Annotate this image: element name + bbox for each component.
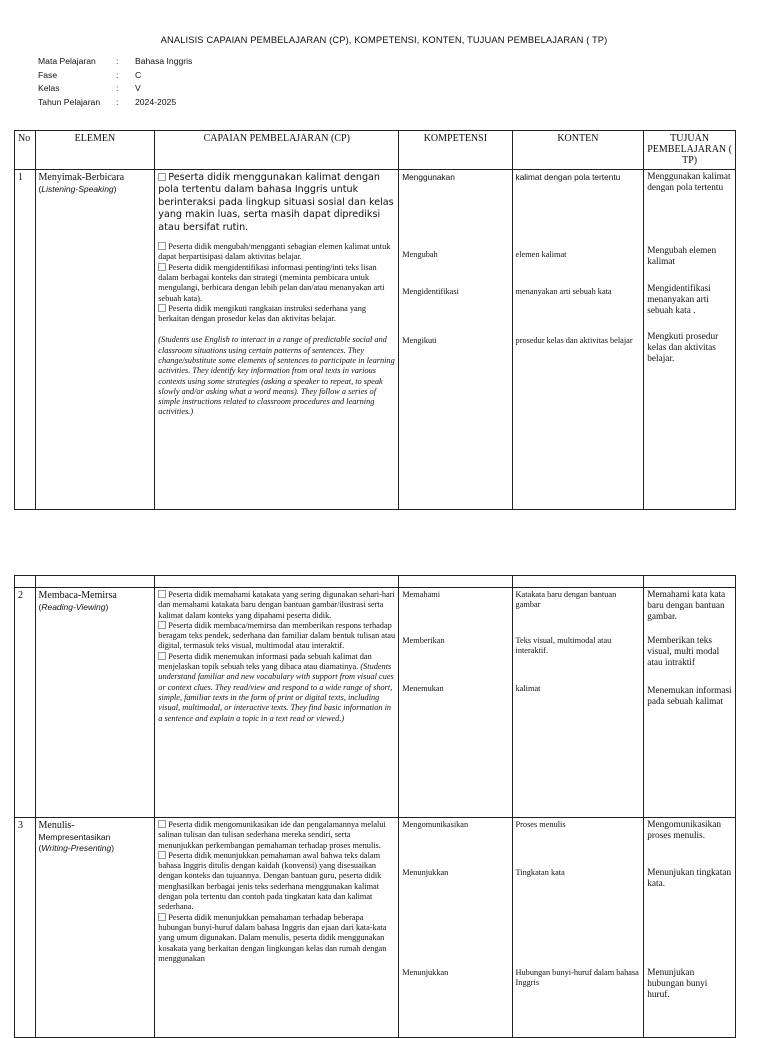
bullet-icon [158, 242, 166, 250]
meta-value: Bahasa Inggris [135, 56, 193, 66]
cp-cell [155, 588, 399, 818]
meta-value: V [135, 83, 141, 93]
tp-item: Menunjukan tingkatan kata. [647, 868, 732, 889]
header-elemen: ELEMEN [35, 131, 155, 170]
konten-item: menanyakan arti sebuah kata [515, 287, 612, 296]
kompetensi-cell [399, 818, 512, 1038]
cp-english: (Students use English to interact in a range of predictable social and classroom situations using certain patterns of sentences. They change/substitute some elements of sentences to participate in learning activities. They identify key information from oral texts in various contexts using some strategies (asking a speaker to repeat, to speak slowly and/or asking what a word means). They follow a series of simple instructions related to classroom procedures and learning activities.) [158, 335, 395, 417]
document-title: ANALISIS CAPAIAN PEMBELAJARAN (CP), KOMPETENSI, KONTEN, TUJUAN PEMBELAJARAN ( TP) [160, 34, 608, 45]
meta-row-year [38, 97, 338, 111]
bullet-icon [158, 851, 166, 859]
meta-row-subject [38, 56, 338, 70]
tp-item: Mengidentifikasi menanyakan arti sebuah kata . [647, 284, 711, 316]
header-konten: KONTEN [512, 131, 644, 170]
konten-item: Katakata baru dengan bantuan gambar [515, 590, 617, 610]
kompetensi-item: Mengidentifikasi [402, 287, 459, 296]
tp-item: Menggunakan kalimat dengan pola tertentu [647, 172, 731, 193]
bullet-icon [158, 590, 166, 598]
kompetensi-cell [399, 170, 512, 510]
cp-table-1 [14, 130, 736, 510]
meta-value: 2024-2025 [135, 96, 177, 107]
document-meta [38, 56, 338, 110]
cp-item: Peserta didik mengomunikasikan ide dan pengalamannya melalui salinan tulisan dan tulisan sederhana mereka sendiri, serta menunjukkan perkembangan pemahaman terhadap proses menulis. [158, 820, 386, 850]
cp-item: Peserta didik menunjukkan pemahaman awal bahwa teks dalam bahasa Inggris ditulis dengan kaidah (konvensi) yang disesuaikan dengan konteks dan tujuannya. Dengan bantuan guru, peserta didik menghasilkan berbagai jenis teks sederhana menggunakan kalimat dengan pola tertentu dan contoh pada tingkatan kata dan kalimat sederhana. [158, 850, 382, 912]
elemen-name-2: Mempresentasikan [38, 832, 111, 842]
kompetensi-item: Memahami [402, 590, 441, 599]
header-cp: CAPAIAN PEMBELAJARAN (CP) [155, 131, 399, 170]
kompetensi-item: Mengikuti [402, 336, 437, 345]
elemen-english: (Listening-Speaking) [38, 184, 117, 194]
row-number: 1 [15, 170, 36, 510]
konten-item: prosedur kelas dan aktivitas belajar [515, 336, 633, 345]
meta-colon: : [116, 83, 119, 93]
elemen-name: Menyimak-Berbicara [38, 172, 125, 183]
tp-item: Memahami kata kata baru dengan bantuan gambar. [647, 590, 726, 622]
elemen-name: Membaca-Memirsa [38, 590, 117, 601]
meta-row-phase [38, 70, 338, 84]
bullet-icon [158, 621, 166, 629]
elemen-cell [35, 588, 155, 818]
meta-label: Tahun Pelajaran [38, 96, 101, 107]
cp-item: Peserta didik membaca/memirsa dan memberikan respons terhadap beragam teks pendek, sederhana dan familiar dalam bentuk tulisan atau digital, termasuk teks visual, multimodal atau interaktif. [158, 620, 396, 651]
table-row [15, 170, 736, 510]
bullet-icon [158, 263, 166, 271]
tp-item: Menunjukan hubungan bunyi huruf. [647, 968, 708, 1000]
cp-cell [155, 170, 399, 510]
konten-cell [512, 170, 644, 510]
elemen-english: (Reading-Viewing) [38, 602, 109, 612]
table-row [15, 818, 736, 1038]
bullet-icon [158, 652, 166, 660]
elemen-english: (Writing-Presenting) [38, 843, 115, 853]
tp-cell [644, 588, 736, 818]
konten-item: Proses menulis [515, 820, 566, 829]
row-number: 2 [15, 588, 36, 818]
tp-item: Memberikan teks visual, multi modal atau intraktif [647, 636, 720, 668]
cp-lead: Peserta didik menggunakan kalimat dengan pola tertentu dalam bahasa Inggris untuk berinteraksi pada lingkup situasi sosial dan kelas yang makin luas, serta masih dapat diprediksi atau bersifat rutin. [158, 172, 394, 233]
bullet-icon [158, 913, 166, 921]
meta-label: Mata Pelajaran [38, 56, 96, 66]
meta-colon: : [116, 96, 119, 107]
bullet-icon [158, 820, 166, 828]
header-tp: TUJUAN PEMBELAJARAN ( TP) [644, 131, 736, 170]
header-kompetensi: KOMPETENSI [399, 131, 512, 170]
tp-item: Menemukan informasi pada sebuah kalimat [647, 686, 732, 707]
cp-table-2 [14, 575, 736, 1038]
kompetensi-item: Mengomunikasikan [402, 820, 469, 829]
kompetensi-item: Mengubah [402, 250, 438, 259]
cp-cell [155, 818, 399, 1038]
elemen-cell [35, 170, 155, 510]
cp-item: Peserta didik memahami katakata yang sering digunakan sehari-hari dan memahami katakata baru dengan bantuan gambar/ilustrasi serta kalimat dalam konteks yang dipahami peserta didik. [158, 590, 395, 620]
konten-cell [512, 818, 644, 1038]
konten-item: Tingkatan kata [515, 868, 565, 877]
cp-item: Peserta didik mengidentifikasi informasi penting/inti teks lisan dalam berbagai konteks dan strategi (meminta pembicara untuk mengulangi, berbicara dengan lebih pelan dan/atau menanyakan arti sebuah kata). [158, 262, 385, 303]
meta-colon: : [116, 69, 119, 80]
kompetensi-cell [399, 588, 512, 818]
header-no: No [15, 131, 36, 170]
cp-item: Peserta didik menemukan informasi pada sebuah kalimat dan menjelaskan topik sebuah teks yang dibaca atau diamatinya. (Students understand familiar and new vocabulary with support from visual cues or context clues. They read/view and respond to a wide range of short, simple, familiar texts in the form of print or digital texts, including visual, multimodal, or interactive texts. They find basic information in a sentence and explain a topic in a text read or viewed.) [158, 651, 394, 723]
kompetensi-item: Memberikan [402, 636, 445, 645]
meta-row-class [38, 83, 338, 97]
konten-cell [512, 588, 644, 818]
tp-item: Mengkuti prosedur kelas dan aktivitas belajar. [647, 332, 719, 364]
kompetensi-item: Menunjukkan [402, 868, 449, 877]
meta-value: C [135, 69, 142, 80]
meta-colon: : [116, 56, 119, 66]
cp-item: Peserta didik mengikuti rangkaian instruksi sederhana yang berkaitan dengan prosedur kelas dan aktivitas belajar. [158, 303, 366, 324]
elemen-cell [35, 818, 155, 1038]
tp-item: Mengomunikasikan proses menulis. [647, 820, 722, 841]
kompetensi-item: Menunjukkan [402, 968, 449, 977]
bullet-icon [158, 304, 166, 312]
cp-english: (Students understand familiar and new vocabulary with support from visual cues or context clues. They read/view and respond to a wide range of short, simple, familiar texts in the form of print or digital texts, including visual, multimodal, or interactive texts. They find basic information in a sentence and explain a topic in a text read or viewed.) [158, 662, 394, 723]
cp-item: Peserta didik mengubah/mengganti sebagian elemen kalimat untuk dapat berpartisipasi dalam aktivitas belajar. [158, 242, 391, 262]
tp-cell [644, 818, 736, 1038]
konten-item: Teks visual, multimodal atau interaktif. [515, 636, 612, 656]
table-row [15, 588, 736, 818]
meta-label: Kelas [38, 83, 60, 93]
meta-label: Fase [38, 69, 58, 80]
tp-item: Mengubah elemen kalimat [647, 246, 717, 267]
konten-item: elemen kalimat [515, 250, 567, 259]
bullet-icon [158, 173, 166, 181]
konten-item: kalimat dengan pola tertentu [515, 172, 621, 182]
tp-cell [644, 170, 736, 510]
kompetensi-item: Menggunakan [402, 172, 455, 182]
cp-item: Peserta didik menunjukkan pemahaman terhadap beberapa hubungan bunyi-huruf dalam bahasa Inggris dan ejaan dari kata-kata yang umum digunakan. Dalam menulis, peserta didik menggunakan kosakata yang berkaitan dengan lingkungan kelas dan rumah dengan menggunakan [158, 912, 387, 963]
kompetensi-item: Menemukan [402, 684, 444, 693]
elemen-name: Menulis- [38, 820, 75, 831]
row-number: 3 [15, 818, 36, 1038]
konten-item: Hubungan bunyi-huruf dalam bahasa Inggris [515, 968, 639, 988]
table-header-row-blank [15, 576, 736, 588]
konten-item: kalimat [515, 684, 541, 693]
table-header-row [15, 131, 736, 170]
